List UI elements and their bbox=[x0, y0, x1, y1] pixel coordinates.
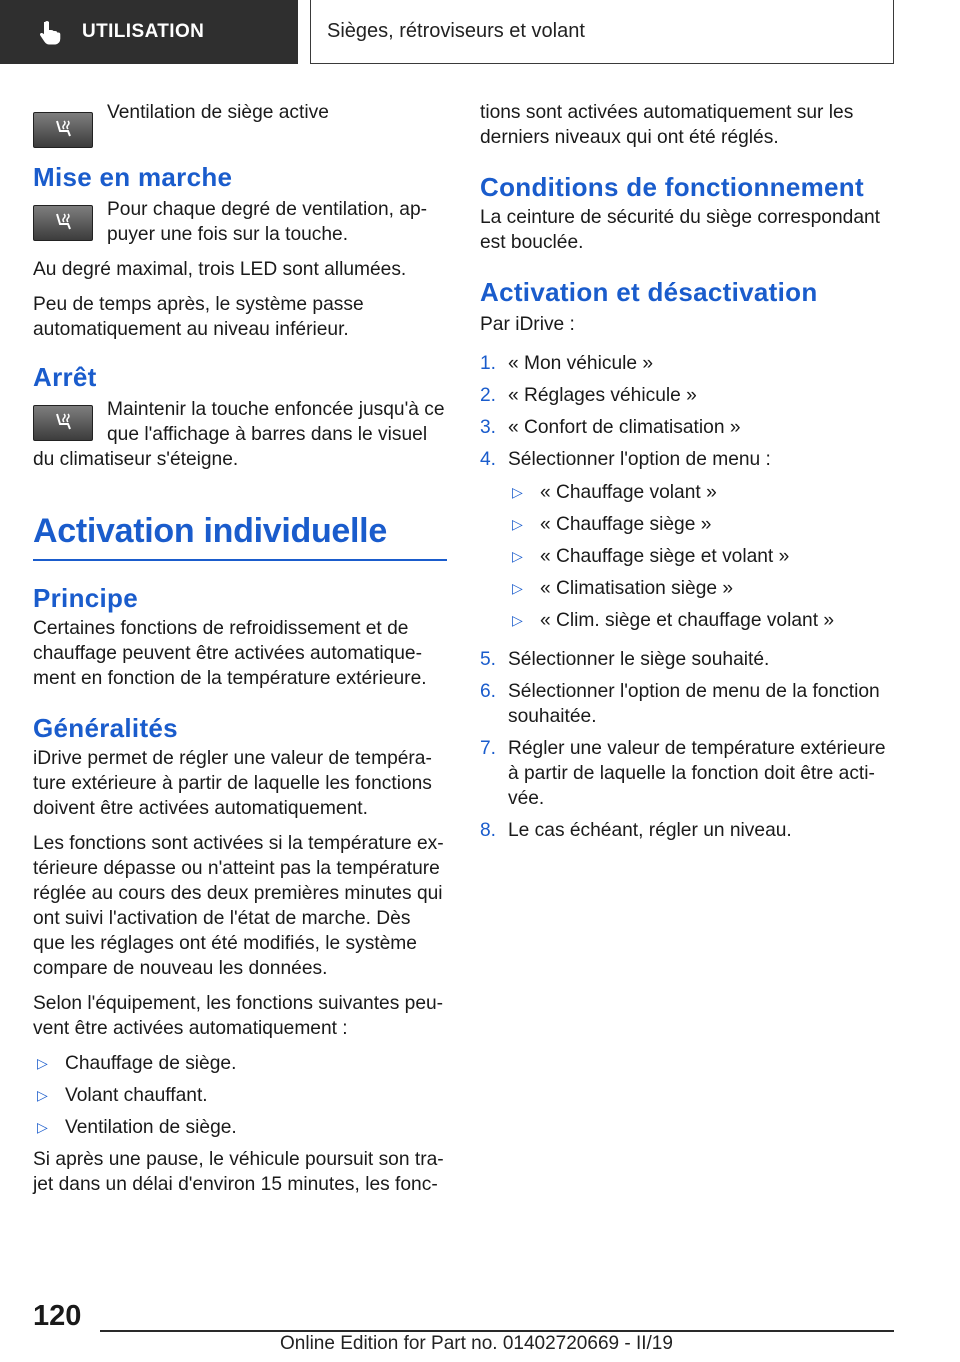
chapter-label: Sièges, rétroviseurs et volant bbox=[327, 20, 585, 42]
heading-principe: Principe bbox=[33, 583, 138, 613]
triangle-right-icon: ▷ bbox=[512, 484, 523, 500]
mise-text: Pour chaque degré de ventilation, appuyer une fois sur la touche. bbox=[107, 199, 428, 245]
triangle-right-icon: ▷ bbox=[512, 612, 523, 628]
chapter-title bbox=[310, 0, 894, 64]
list-item: ▷ « Climatisation siège » bbox=[508, 576, 834, 601]
list-item: ▷ « Clim. siège et chauffage volant » bbox=[508, 608, 834, 633]
step-item: 4. Sélectionner l'option de menu : ▷ « Chauffage volant » ▷ « Chauffage siège » ▷ « Chauffage siège et volant » ▷ « Climatisation siège » ▷ « Clim. siège et chauffage volant » bbox=[480, 449, 835, 631]
list-item: ▷ Ventilation de siège. bbox=[33, 1115, 447, 1140]
triangle-right-icon: ▷ bbox=[512, 580, 523, 596]
heading-arret: Arrêt bbox=[33, 362, 97, 392]
triangle-right-icon: ▷ bbox=[37, 1087, 48, 1103]
edition-footer: Online Edition for Part no. 01402720669 - II/19 bbox=[280, 1333, 673, 1354]
step-item: 2. « Réglages véhicule » bbox=[480, 385, 697, 406]
mise-p2: Peu de temps après, le système passe automatiquement au niveau inférieur. bbox=[33, 294, 364, 340]
function-list bbox=[33, 1051, 447, 1140]
gen-p4: Si après une pause, le véhicule poursuit son trajet dans un délai d'environ 15 minutes, les fonc- bbox=[33, 1149, 444, 1195]
seat-ventilation-icon bbox=[33, 112, 93, 148]
heading-activation-desactivation: Activation et désactivation bbox=[480, 277, 818, 307]
arret-text: Maintenir la touche enfoncée jusqu'à ce que l'affichage à barres dans le visuel du climatiseur s'éteigne. bbox=[33, 399, 445, 470]
step-item: 5. Sélectionner le siège souhaité. bbox=[480, 649, 770, 670]
principe-text: Certaines fonctions de refroidissement et de chauffage peuvent être activées automatiquement en fonction de la température extérieure. bbox=[33, 618, 427, 689]
step-item: 7. Régler une valeur de température extérieure à partir de laquelle la fonction doit être activée. bbox=[480, 738, 886, 809]
hand-pointer-icon bbox=[36, 19, 62, 45]
heading-activation-individuelle: Activation individuelle bbox=[33, 512, 387, 550]
mise-p1: Au degré maximal, trois LED sont allumées. bbox=[33, 259, 407, 280]
conditions-text: La ceinture de sécurité du siège correspondant est bouclée. bbox=[480, 207, 880, 253]
section-label: UTILISATION bbox=[82, 21, 205, 42]
vent-active-text: Ventilation de siège active bbox=[107, 102, 329, 123]
seat-ventilation-icon bbox=[33, 405, 93, 441]
steps-list bbox=[480, 351, 892, 843]
step-item: 3. « Confort de climatisation » bbox=[480, 417, 741, 438]
triangle-right-icon: ▷ bbox=[37, 1055, 48, 1071]
list-item: ▷ « Chauffage siège et volant » bbox=[508, 544, 834, 569]
list-item: ▷ « Chauffage volant » bbox=[508, 480, 834, 505]
gen-p1: iDrive permet de régler une valeur de température extérieure à partir de laquelle les fonctions doivent être activées automatiquement. bbox=[33, 748, 432, 819]
heading-generalites: Généralités bbox=[33, 713, 178, 743]
par-idrive: Par iDrive : bbox=[480, 314, 575, 335]
section-tab bbox=[0, 0, 298, 64]
footer-rule bbox=[100, 1330, 894, 1332]
heading-rule bbox=[33, 559, 447, 561]
mise-row bbox=[33, 197, 447, 247]
vent-active-row bbox=[33, 100, 447, 148]
step-item: 1. « Mon véhicule » bbox=[480, 353, 654, 374]
triangle-right-icon: ▷ bbox=[512, 516, 523, 532]
arret-row bbox=[33, 397, 447, 472]
gen-p3: Selon l'équipement, les fonctions suivantes peuvent être activées automatiquement : bbox=[33, 993, 444, 1039]
list-item: ▷ Chauffage de siège. bbox=[33, 1051, 447, 1076]
triangle-right-icon: ▷ bbox=[512, 548, 523, 564]
page-number: 120 bbox=[33, 1300, 82, 1332]
right-column bbox=[480, 100, 892, 850]
seat-ventilation-icon bbox=[33, 205, 93, 241]
step-item: 6. Sélectionner l'option de menu de la fonction souhaitée. bbox=[480, 681, 880, 727]
sub-options-list bbox=[508, 480, 834, 633]
left-column bbox=[33, 100, 447, 1197]
heading-mise-en-marche: Mise en marche bbox=[33, 162, 233, 192]
triangle-right-icon: ▷ bbox=[37, 1119, 48, 1135]
heading-conditions: Conditions de fonctionnement bbox=[480, 172, 864, 202]
step-item: 8. Le cas échéant, régler un niveau. bbox=[480, 820, 792, 841]
gen-p2: Les fonctions sont activées si la température extérieure dépasse ou n'atteint pas la température réglée au cours des deux premières minutes qui ont suivi l'activation de l'état de marche. Dès que les réglages ont été modifiés, le système compare de nouveau les données. bbox=[33, 833, 444, 979]
list-item: ▷ Volant chauffant. bbox=[33, 1083, 447, 1108]
continued-text: tions sont activées automatiquement sur les derniers niveaux qui ont été réglés. bbox=[480, 102, 854, 148]
list-item: ▷ « Chauffage siège » bbox=[508, 512, 834, 537]
